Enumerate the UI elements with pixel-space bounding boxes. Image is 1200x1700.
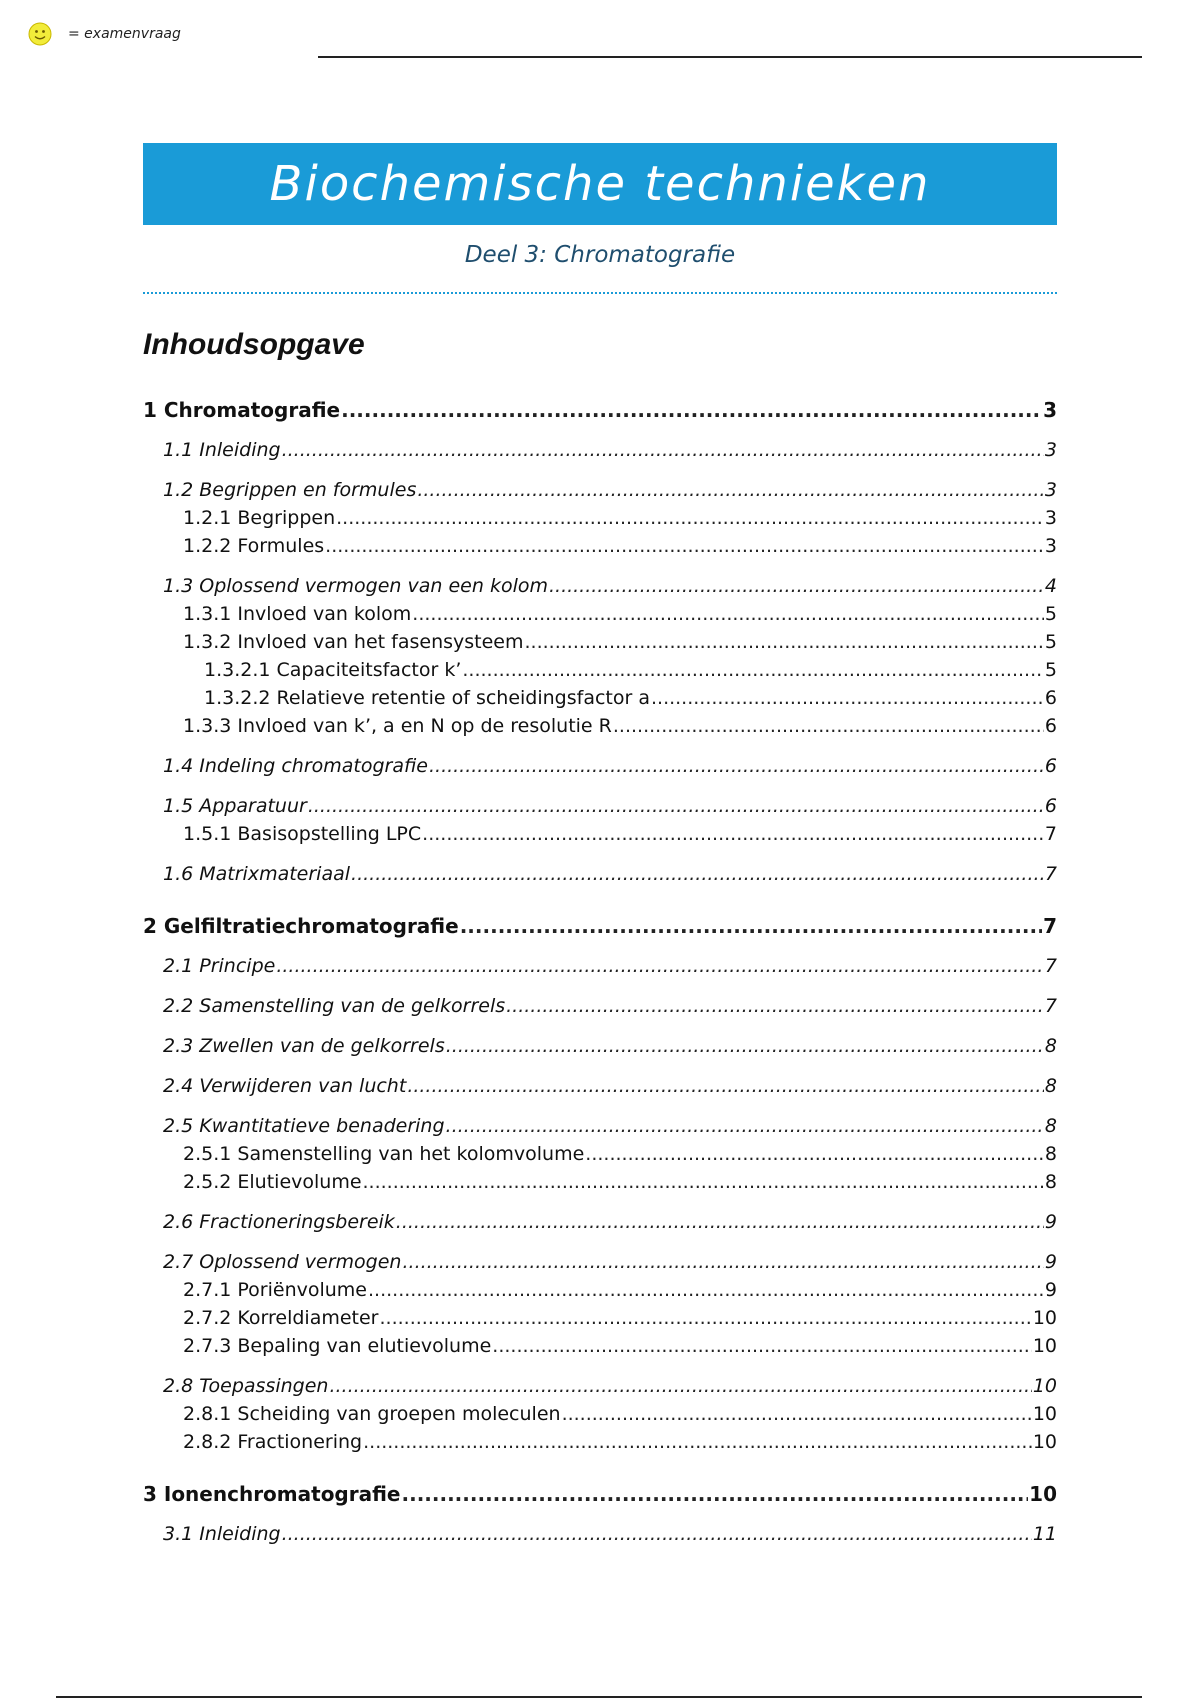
toc-entry-label: 2.8 Toepassingen (163, 1375, 329, 1397)
toc-entry-label: 1.6 Matrixmateriaal (163, 863, 351, 885)
toc-entry[interactable] (163, 994, 1057, 1018)
toc-entry[interactable] (183, 822, 1057, 846)
toc-entry-label: 1.3 Oplossend vermogen van een kolom (163, 575, 548, 597)
toc-entry-label: 1.3.2 Invloed van het fasensysteem (183, 631, 524, 653)
toc-dot-leader (613, 714, 1044, 738)
toc-entry-label: 1.3.2.1 Capaciteitsfactor k’ (204, 659, 462, 681)
toc-dot-leader (336, 506, 1044, 530)
toc-entry[interactable] (163, 1074, 1057, 1098)
toc-entry-page: 3 (1044, 439, 1057, 461)
toc-dot-leader (446, 1034, 1044, 1058)
toc-entry-page: 8 (1044, 1075, 1057, 1097)
toc-dot-leader (417, 478, 1044, 502)
toc-entry-label: 2.3 Zwellen van de gelkorrels (163, 1035, 445, 1057)
toc-entry-label: 2.7.3 Bepaling van elutievolume (183, 1335, 492, 1357)
toc-entry[interactable] (183, 602, 1057, 626)
toc-entry-page: 7 (1044, 995, 1057, 1017)
toc-entry-label: 2.5.1 Samenstelling van het kolomvolume (183, 1143, 585, 1165)
toc-entry-page: 4 (1044, 575, 1057, 597)
toc-entry-page: 7 (1044, 955, 1057, 977)
toc-dot-leader (363, 1170, 1044, 1194)
toc-entry[interactable] (163, 1522, 1057, 1546)
toc-entry-page: 11 (1032, 1523, 1057, 1545)
toc-dot-leader (585, 1142, 1044, 1166)
toc-entry-page: 6 (1044, 715, 1057, 737)
toc-dot-leader (363, 1430, 1032, 1454)
toc-entry[interactable] (163, 794, 1057, 818)
toc-dot-leader (429, 754, 1044, 778)
toc-entry-page: 7 (1044, 823, 1057, 845)
toc-dot-leader (492, 1334, 1032, 1358)
toc-entry-label: 1.5 Apparatuur (163, 795, 307, 817)
toc-dot-leader (329, 1374, 1031, 1398)
toc-dot-leader (460, 914, 1042, 938)
toc-entry-label: 2.7.1 Poriënvolume (183, 1279, 367, 1301)
toc-entry-page: 10 (1032, 1307, 1057, 1329)
toc-dot-leader (562, 1402, 1032, 1426)
toc-entry-page: 8 (1044, 1171, 1057, 1193)
toc-entry[interactable] (183, 1402, 1057, 1426)
toc-dot-leader (651, 686, 1044, 710)
toc-dot-leader (282, 1522, 1032, 1546)
toc-entry-page: 9 (1044, 1211, 1057, 1233)
toc-entry-page: 8 (1044, 1143, 1057, 1165)
toc-entry-label: 1.3.3 Invloed van k’, a en N op de resolutie R (183, 715, 612, 737)
toc-entry-label: 1.4 Indeling chromatografie (163, 755, 428, 777)
toc-entry-label: 2.8.2 Fractionering (183, 1431, 363, 1453)
toc-entry[interactable] (183, 630, 1057, 654)
toc-entry[interactable] (163, 1374, 1057, 1398)
toc-entry-page: 10 (1032, 1431, 1057, 1453)
toc-entry-label: 1.5.1 Basisopstelling LPC (183, 823, 422, 845)
toc-entry[interactable] (183, 506, 1057, 530)
toc-entry-page: 8 (1044, 1035, 1057, 1057)
toc-entry-page: 3 (1044, 479, 1057, 501)
toc-entry[interactable] (183, 1306, 1057, 1330)
toc-entry-label: 1.2 Begrippen en formules (163, 479, 417, 501)
toc-dot-leader (402, 1250, 1043, 1274)
toc-entry-page: 3 (1044, 507, 1057, 529)
toc-dot-leader (325, 534, 1044, 558)
toc-entry-label: 1.2.1 Begrippen (183, 507, 336, 529)
toc-entry[interactable] (163, 438, 1057, 462)
toc-entry-page: 6 (1044, 687, 1057, 709)
toc-dot-leader (341, 398, 1042, 422)
toc-dot-leader (407, 1074, 1044, 1098)
toc-entry[interactable] (163, 1250, 1057, 1274)
toc-entry-label: 1.1 Inleiding (163, 439, 281, 461)
toc-entry-page: 10 (1029, 1482, 1057, 1506)
toc-entry-label: 2 Gelfiltratiechromatografie (143, 914, 459, 938)
toc-entry-page: 8 (1044, 1115, 1057, 1137)
toc-entry-label: 2.2 Samenstelling van de gelkorrels (163, 995, 506, 1017)
toc-dot-leader (506, 994, 1044, 1018)
legend-text: = examenvraag (68, 26, 181, 42)
toc-entry-label: 1.2.2 Formules (183, 535, 325, 557)
toc-entry[interactable] (183, 1430, 1057, 1454)
toc-dot-leader (412, 602, 1044, 626)
toc-entry-page: 7 (1044, 863, 1057, 885)
toc-dot-leader (422, 822, 1044, 846)
toc-entry-page: 6 (1044, 795, 1057, 817)
toc-entry-page: 9 (1044, 1251, 1057, 1273)
toc-entry[interactable] (183, 1170, 1057, 1194)
toc-entry[interactable] (143, 1482, 1057, 1506)
toc-entry[interactable] (163, 1210, 1057, 1234)
toc-entry-label: 2.8.1 Scheiding van groepen moleculen (183, 1403, 561, 1425)
toc-entry-label: 1.3.2.2 Relatieve retentie of scheidingsfactor a (204, 687, 650, 709)
toc-entry-page: 6 (1044, 755, 1057, 777)
toc-entry-label: 1.3.1 Invloed van kolom (183, 603, 412, 625)
toc-entry-label: 2.5.2 Elutievolume (183, 1171, 362, 1193)
footer-rule (56, 1696, 1142, 1698)
toc-entry-label: 2.4 Verwijderen van lucht (163, 1075, 407, 1097)
toc-entry[interactable] (183, 714, 1057, 738)
toc-entry-page: 5 (1044, 659, 1057, 681)
toc-entry[interactable] (163, 754, 1057, 778)
toc-entry-page: 10 (1032, 1375, 1057, 1397)
toc-entry[interactable] (163, 954, 1057, 978)
toc-entry[interactable] (143, 914, 1057, 938)
toc-dot-leader (462, 658, 1044, 682)
toc-entry[interactable] (163, 1034, 1057, 1058)
toc-entry-page: 5 (1044, 603, 1057, 625)
toc-dot-leader (308, 794, 1044, 818)
toc-heading: Inhoudsopgave (143, 328, 365, 361)
toc-entry-label: 2.6 Fractioneringsbereik (163, 1211, 395, 1233)
toc-entry-page: 3 (1043, 398, 1057, 422)
toc-entry[interactable] (163, 574, 1057, 598)
toc-entry-page: 10 (1032, 1403, 1057, 1425)
toc-entry[interactable] (183, 1142, 1057, 1166)
toc-entry[interactable] (183, 534, 1057, 558)
toc-entry[interactable] (163, 1114, 1057, 1138)
toc-entry[interactable] (143, 398, 1057, 422)
toc-entry-page: 5 (1044, 631, 1057, 653)
toc-dot-leader (396, 1210, 1044, 1234)
toc-dot-leader (351, 862, 1044, 886)
toc-entry-label: 2.5 Kwantitatieve benadering (163, 1115, 445, 1137)
toc-entry-label: 3 Ionenchromatografie (143, 1482, 401, 1506)
toc-dot-leader (282, 438, 1044, 462)
document-subtitle: Deel 3: Chromatografie (464, 242, 736, 268)
toc-entry-page: 9 (1044, 1279, 1057, 1301)
toc-entry[interactable] (183, 1334, 1057, 1358)
toc-entry-page: 10 (1032, 1335, 1057, 1357)
toc-entry-page: 3 (1044, 535, 1057, 557)
toc-dot-leader (549, 574, 1044, 598)
toc-dot-leader (380, 1306, 1032, 1330)
toc-entry[interactable] (163, 478, 1057, 502)
toc-dot-leader (368, 1278, 1044, 1302)
toc-entry-label: 2.7.2 Korreldiameter (183, 1307, 379, 1329)
toc-entry[interactable] (183, 1278, 1057, 1302)
toc-dot-leader (525, 630, 1044, 654)
toc-dot-leader (446, 1114, 1044, 1138)
toc-dot-leader (276, 954, 1044, 978)
toc-entry-label: 1 Chromatografie (143, 398, 341, 422)
document-title: Biochemische technieken (143, 143, 1057, 225)
toc-entry[interactable] (163, 862, 1057, 886)
toc-dot-leader (402, 1482, 1029, 1506)
toc-entry-page: 7 (1043, 914, 1057, 938)
toc-entry-label: 2.7 Oplossend vermogen (163, 1251, 402, 1273)
toc-entry-label: 2.1 Principe (163, 955, 276, 977)
toc-entry[interactable] (204, 658, 1057, 682)
toc-entry-label: 3.1 Inleiding (163, 1523, 281, 1545)
toc-entry[interactable] (204, 686, 1057, 710)
